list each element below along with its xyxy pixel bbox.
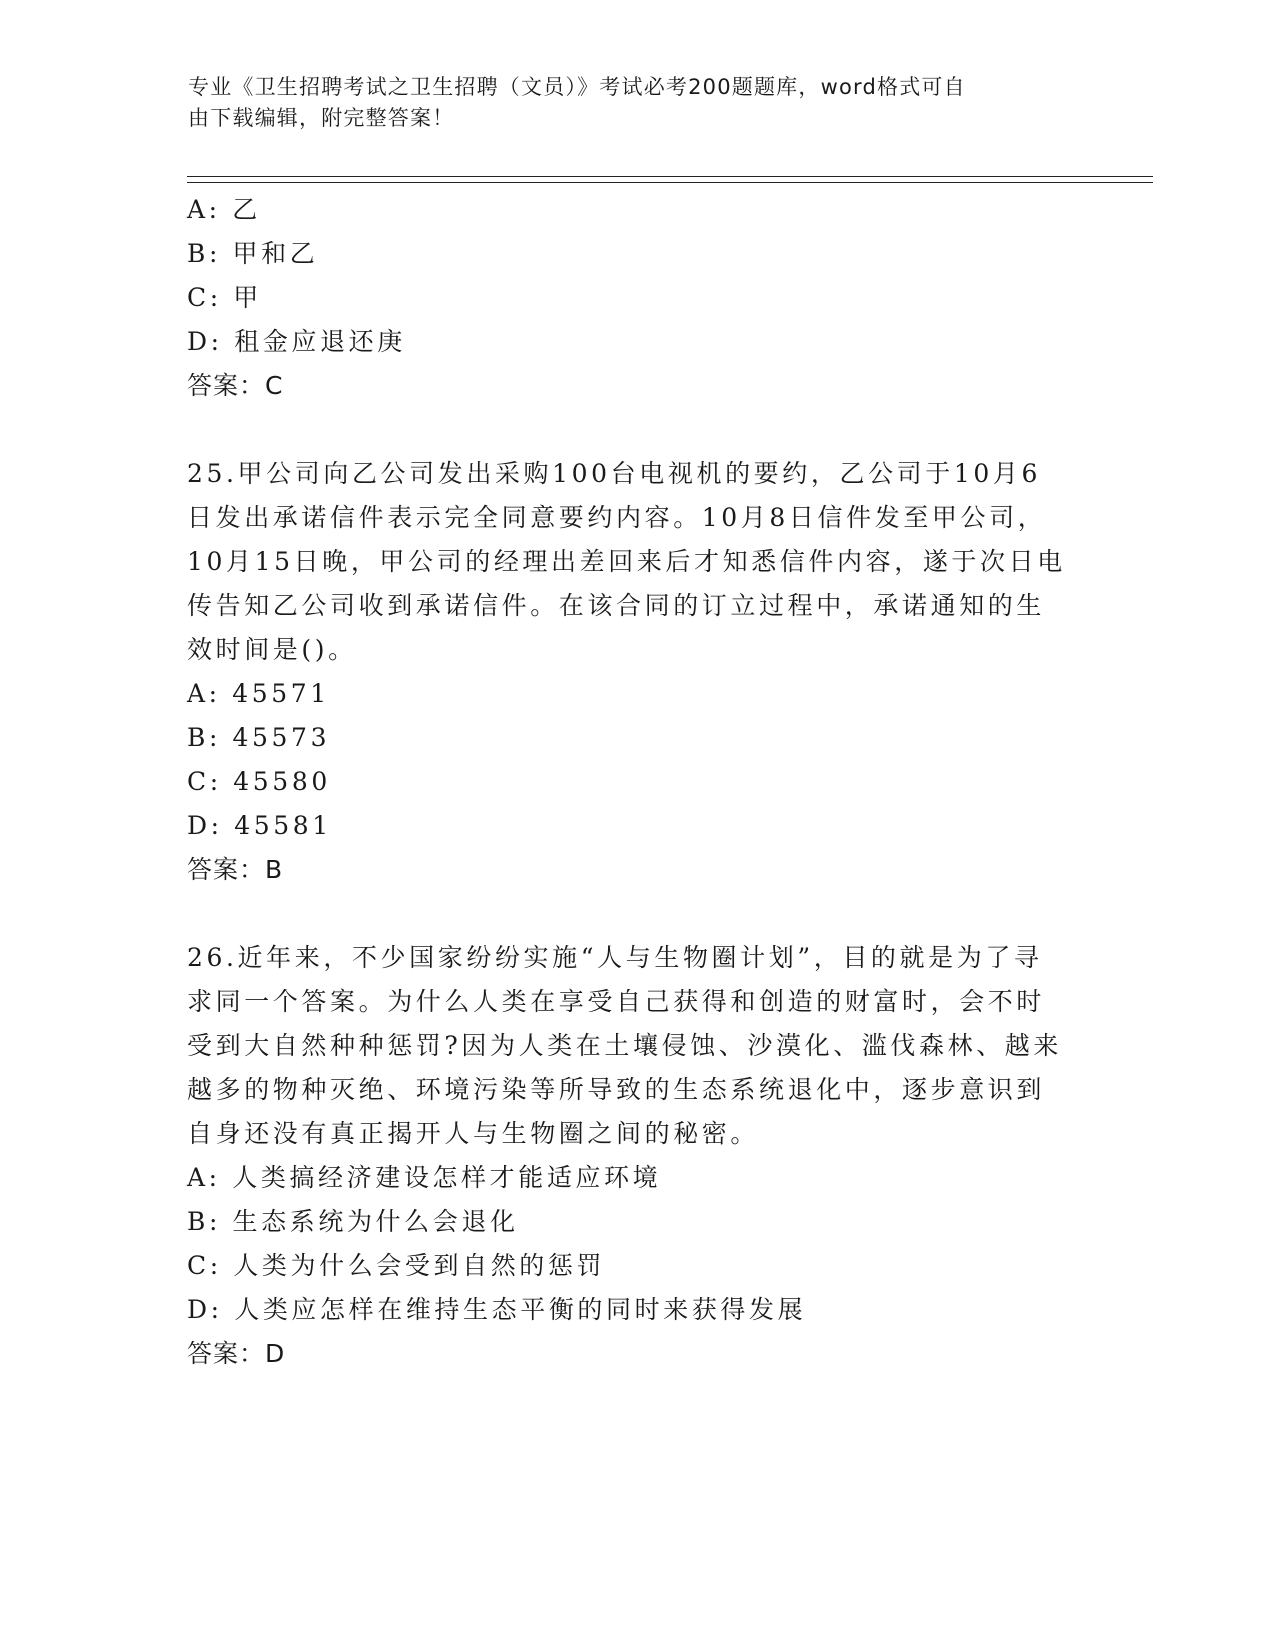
q25-text-line-2: 日发出承诺信件表示完全同意要约内容。10月8日信件发至甲公司， bbox=[187, 503, 1047, 532]
header-line-1: 专业《卫生招聘考试之卫生招聘（文员）》考试必考200题题库，word格式可自 bbox=[188, 75, 966, 99]
q25-answer: 答案：B bbox=[187, 855, 284, 884]
q26-text-line-4: 越多的物种灭绝、环境污染等所导致的生态系统退化中，逐步意识到 bbox=[187, 1075, 1046, 1104]
q24-option-c: C: 甲 bbox=[187, 283, 262, 312]
q25-text-line-5: 效时间是()。 bbox=[187, 635, 357, 664]
q26-text-line-3: 受到大自然种种惩罚?因为人类在土壤侵蚀、沙漠化、滥伐森林、越来 bbox=[187, 1031, 1063, 1060]
q26-answer: 答案：D bbox=[187, 1339, 286, 1368]
q25-text-line-4: 传告知乙公司收到承诺信件。在该合同的订立过程中，承诺通知的生 bbox=[187, 591, 1046, 620]
header-line-2: 由下载编辑，附完整答案！ bbox=[188, 106, 455, 130]
q25-option-a: A: 45571 bbox=[187, 679, 330, 708]
q25-text-line-3: 10月15日晚，甲公司的经理出差回来后才知悉信件内容，遂于次日电 bbox=[187, 547, 1066, 576]
q24-option-b: B: 甲和乙 bbox=[187, 239, 319, 268]
header-rule-bottom bbox=[187, 182, 1153, 183]
q26-text-line-5: 自身还没有真正揭开人与生物圈之间的秘密。 bbox=[187, 1119, 760, 1148]
header-rule-top bbox=[187, 176, 1153, 177]
q26-option-c: C: 人类为什么会受到自然的惩罚 bbox=[187, 1251, 606, 1280]
q25-option-c: C: 45580 bbox=[187, 767, 331, 796]
q25-option-b: B: 45573 bbox=[187, 723, 331, 752]
q25-option-d: D: 45581 bbox=[187, 811, 332, 840]
q26-text-line-1: 26.近年来，不少国家纷纷实施“人与生物圈计划”，目的就是为了寻 bbox=[187, 943, 1043, 972]
q26-text-line-2: 求同一个答案。为什么人类在享受自己获得和创造的财富时，会不时 bbox=[187, 987, 1046, 1016]
q24-option-a: A: 乙 bbox=[187, 195, 261, 224]
q26-option-a: A: 人类搞经济建设怎样才能适应环境 bbox=[187, 1163, 662, 1192]
q26-option-d: D: 人类应怎样在维持生态平衡的同时来获得发展 bbox=[187, 1295, 807, 1324]
q24-option-d: D: 租金应退还庚 bbox=[187, 327, 406, 356]
q25-text-line-1: 25.甲公司向乙公司发出采购100台电视机的要约，乙公司于10月6 bbox=[187, 459, 1041, 488]
document-header bbox=[188, 72, 1068, 134]
q24-answer: 答案：C bbox=[187, 371, 284, 400]
q26-option-b: B: 生态系统为什么会退化 bbox=[187, 1207, 519, 1236]
